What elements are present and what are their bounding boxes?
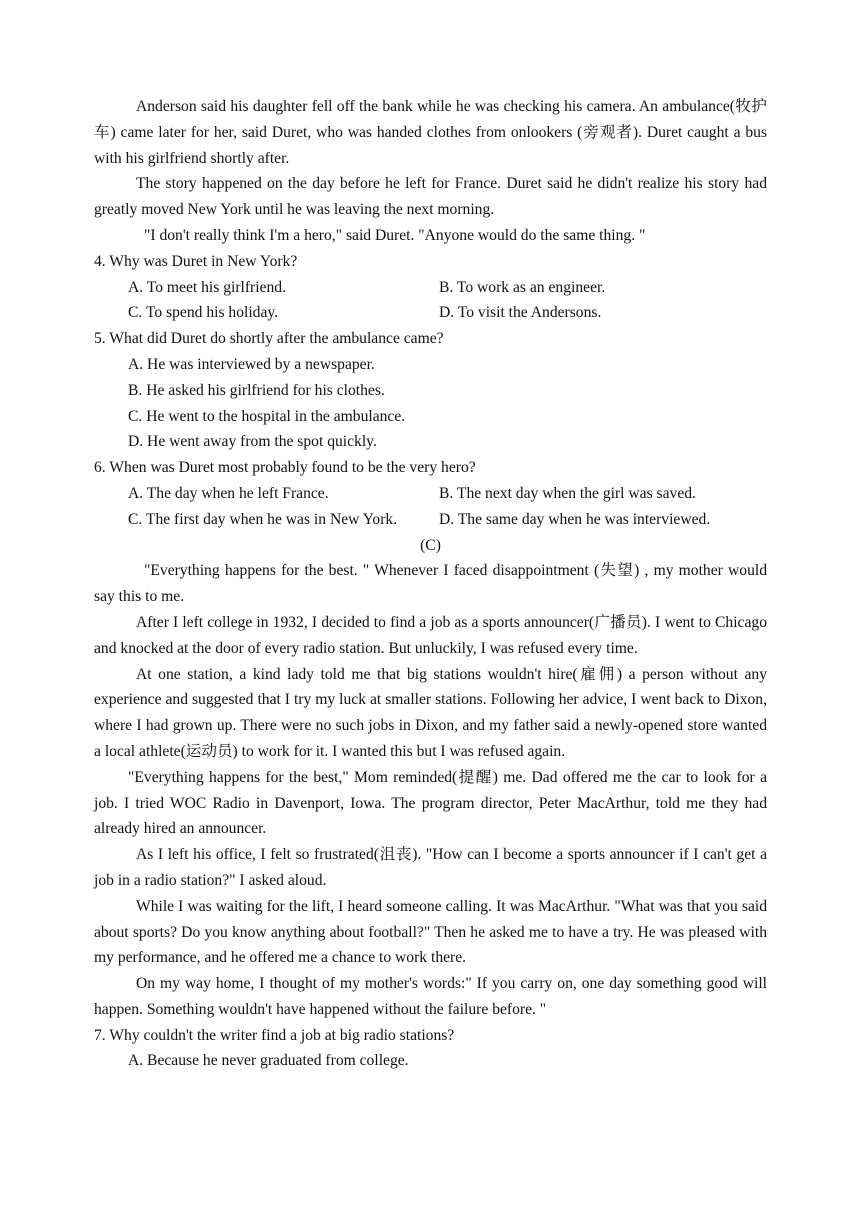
- option-a: A. To meet his girlfriend.: [128, 278, 286, 296]
- option-d: D. To visit the Andersons.: [439, 304, 602, 322]
- paragraph: "Everything happens for the best. " Whenever I faced disappointment (失望) , my mother would say this to me.: [94, 562, 767, 606]
- options-row: [128, 481, 767, 507]
- paragraph: While I was waiting for the lift, I heard someone calling. It was MacArthur. "What was that you said about sports? Do you know anything about football?" Then he asked me to have a try. He was pleased with my performance, and he offered me a chance to work there.: [94, 897, 767, 967]
- options-row: [128, 507, 767, 533]
- paragraph: On my way home, I thought of my mother's words:" If you carry on, one day something good will happen. Something wouldn't have happened without the failure before. ": [94, 975, 767, 1018]
- question-7: 7. Why couldn't the writer find a job at big radio stations?: [94, 1026, 455, 1044]
- option-d: D. He went away from the spot quickly.: [128, 433, 377, 451]
- question-4: 4. Why was Duret in New York?: [94, 252, 298, 270]
- options-row: [128, 275, 767, 301]
- option-c: C. The first day when he was in New York.: [128, 510, 398, 528]
- exam-page: [94, 94, 767, 1074]
- option-a: A. The day when he left France.: [128, 484, 329, 502]
- section-heading: (C): [420, 536, 441, 554]
- option-b: B. The next day when the girl was saved.: [439, 484, 696, 502]
- paragraph: At one station, a kind lady told me that big stations wouldn't hire(雇佣) a person without any experience and suggested that I try my luck at smaller stations. Following her advice, I went back to Dixon, where I had grown up. There were no such jobs in Dixon, and my father said a newly-opened store wanted a local athlete(运动员) to work for it. I wanted this but I was refused again.: [94, 665, 767, 760]
- options-row: [128, 300, 767, 326]
- option-c: C. He went to the hospital in the ambulance.: [128, 407, 406, 425]
- question-5: 5. What did Duret do shortly after the ambulance came?: [94, 330, 444, 348]
- option-a: A. Because he never graduated from college.: [128, 1052, 409, 1070]
- paragraph: "I don't really think I'm a hero," said Duret. "Anyone would do the same thing. ": [144, 226, 646, 244]
- option-b: B. He asked his girlfriend for his clothes.: [128, 381, 385, 399]
- option-b: B. To work as an engineer.: [439, 278, 606, 296]
- paragraph: After I left college in 1932, I decided to find a job as a sports announcer(广播员). I went to Chicago and knocked at the door of every radio station. But unluckily, I was refused every time.: [94, 613, 767, 657]
- paragraph: As I left his office, I felt so frustrated(沮丧). "How can I become a sports announcer if I can't get a job in a radio station?" I asked aloud.: [94, 846, 767, 889]
- option-a: A. He was interviewed by a newspaper.: [128, 355, 375, 373]
- paragraph: Anderson said his daughter fell off the bank while he was checking his camera. An ambulance(牧护车) came later for her, said Duret, who was handed clothes from onlookers (旁观者). Duret caught a bus with his girlfriend shortly after.: [94, 98, 767, 167]
- paragraph: "Everything happens for the best," Mom reminded(提醒) me. Dad offered me the car to look for a job. I tried WOC Radio in Davenport, Iowa. The program director, Peter MacArthur, told me they had already hired an announcer.: [94, 768, 767, 838]
- option-d: D. The same day when he was interviewed.: [439, 510, 711, 528]
- option-c: C. To spend his holiday.: [128, 304, 279, 322]
- question-6: 6. When was Duret most probably found to be the very hero?: [94, 459, 476, 477]
- paragraph: The story happened on the day before he left for France. Duret said he didn't realize his story had greatly moved New York until he was leaving the next morning.: [94, 175, 767, 219]
